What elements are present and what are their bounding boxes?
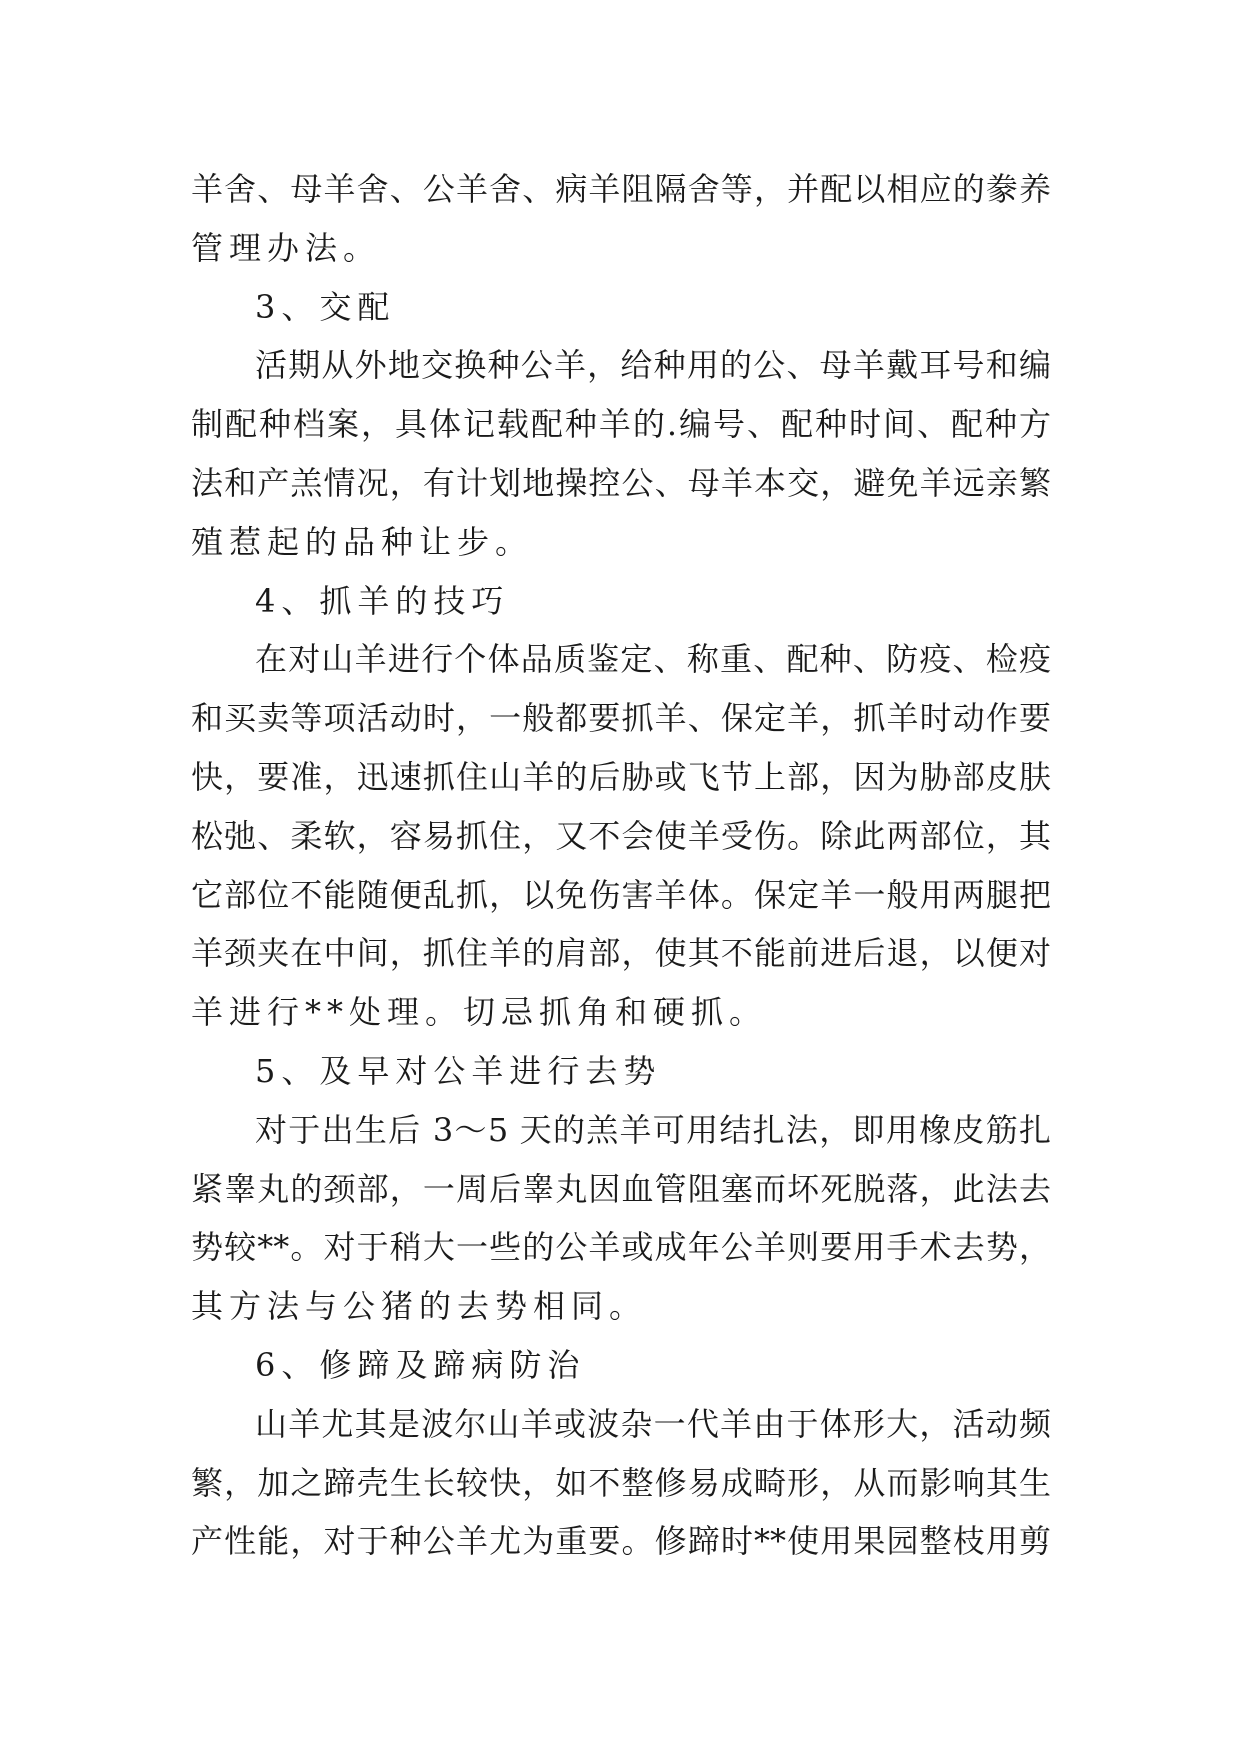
paragraph-line: 和买卖等项活动时，一般都要抓羊、保定羊，抓羊时动作要 <box>191 699 1051 738</box>
paragraph-line: 繁，加之蹄壳生长较快，如不整修易成畸形，从而影响其生 <box>191 1463 1051 1502</box>
paragraph-line: 羊舍、母羊舍、公羊舍、病羊阻隔舍等，并配以相应的豢养 <box>191 170 1051 208</box>
paragraph-line: 殖惹起的品种让步。 <box>191 522 534 561</box>
paragraph-line: 其方法与公猪的去势相同。 <box>191 1287 648 1326</box>
paragraph-line: 紧睾丸的颈部，一周后睾丸因血管阻塞而坏死脱落，此法去 <box>191 1169 1051 1208</box>
paragraph-line: 山羊尤其是波尔山羊或波杂一代羊由于体形大，活动频 <box>255 1404 1051 1443</box>
paragraph-line: 活期从外地交换种公羊，给种用的公、母羊戴耳号和编 <box>255 346 1051 385</box>
paragraph-line: 制配种档案，具体记载配种羊的.编号、配种时间、配种方 <box>191 405 1051 444</box>
section-heading: 3、交配 <box>255 287 396 326</box>
paragraph-line: 在对山羊进行个体品质鉴定、称重、配种、防疫、检疫 <box>255 640 1051 679</box>
paragraph-line: 羊颈夹在中间，抓住羊的肩部，使其不能前进后退，以便对 <box>191 934 1051 973</box>
paragraph-line: 羊进行**处理。切忌抓角和硬抓。 <box>191 993 768 1032</box>
paragraph-line: 它部位不能随便乱抓，以免伤害羊体。保定羊一般用两腿把 <box>191 875 1051 914</box>
paragraph-line: 势较**。对于稍大一些的公羊或成年公羊则要用手术去势， <box>191 1228 1051 1267</box>
paragraph-line: 法和产羔情况，有计划地操控公、母羊本交，避免羊远亲繁 <box>191 463 1051 502</box>
paragraph-line: 对于出生后 3～5 天的羔羊可用结扎法，即用橡皮筋扎 <box>255 1110 1051 1149</box>
paragraph-line: 管理办法。 <box>191 228 382 267</box>
paragraph-line: 松弛、柔软，容易抓住，又不会使羊受伤。除此两部位，其 <box>191 816 1051 855</box>
section-heading: 6、修蹄及蹄病防治 <box>255 1345 586 1384</box>
paragraph-line: 快，要准，迅速抓住山羊的后胁或飞节上部，因为胁部皮肤 <box>191 757 1051 796</box>
paragraph-line: 产性能，对于种公羊尤为重要。修蹄时**使用果园整枝用剪 <box>191 1522 1051 1561</box>
section-heading: 4、抓羊的技巧 <box>255 581 510 620</box>
document-body <box>191 160 1051 1571</box>
section-heading: 5、及早对公羊进行去势 <box>255 1051 662 1090</box>
